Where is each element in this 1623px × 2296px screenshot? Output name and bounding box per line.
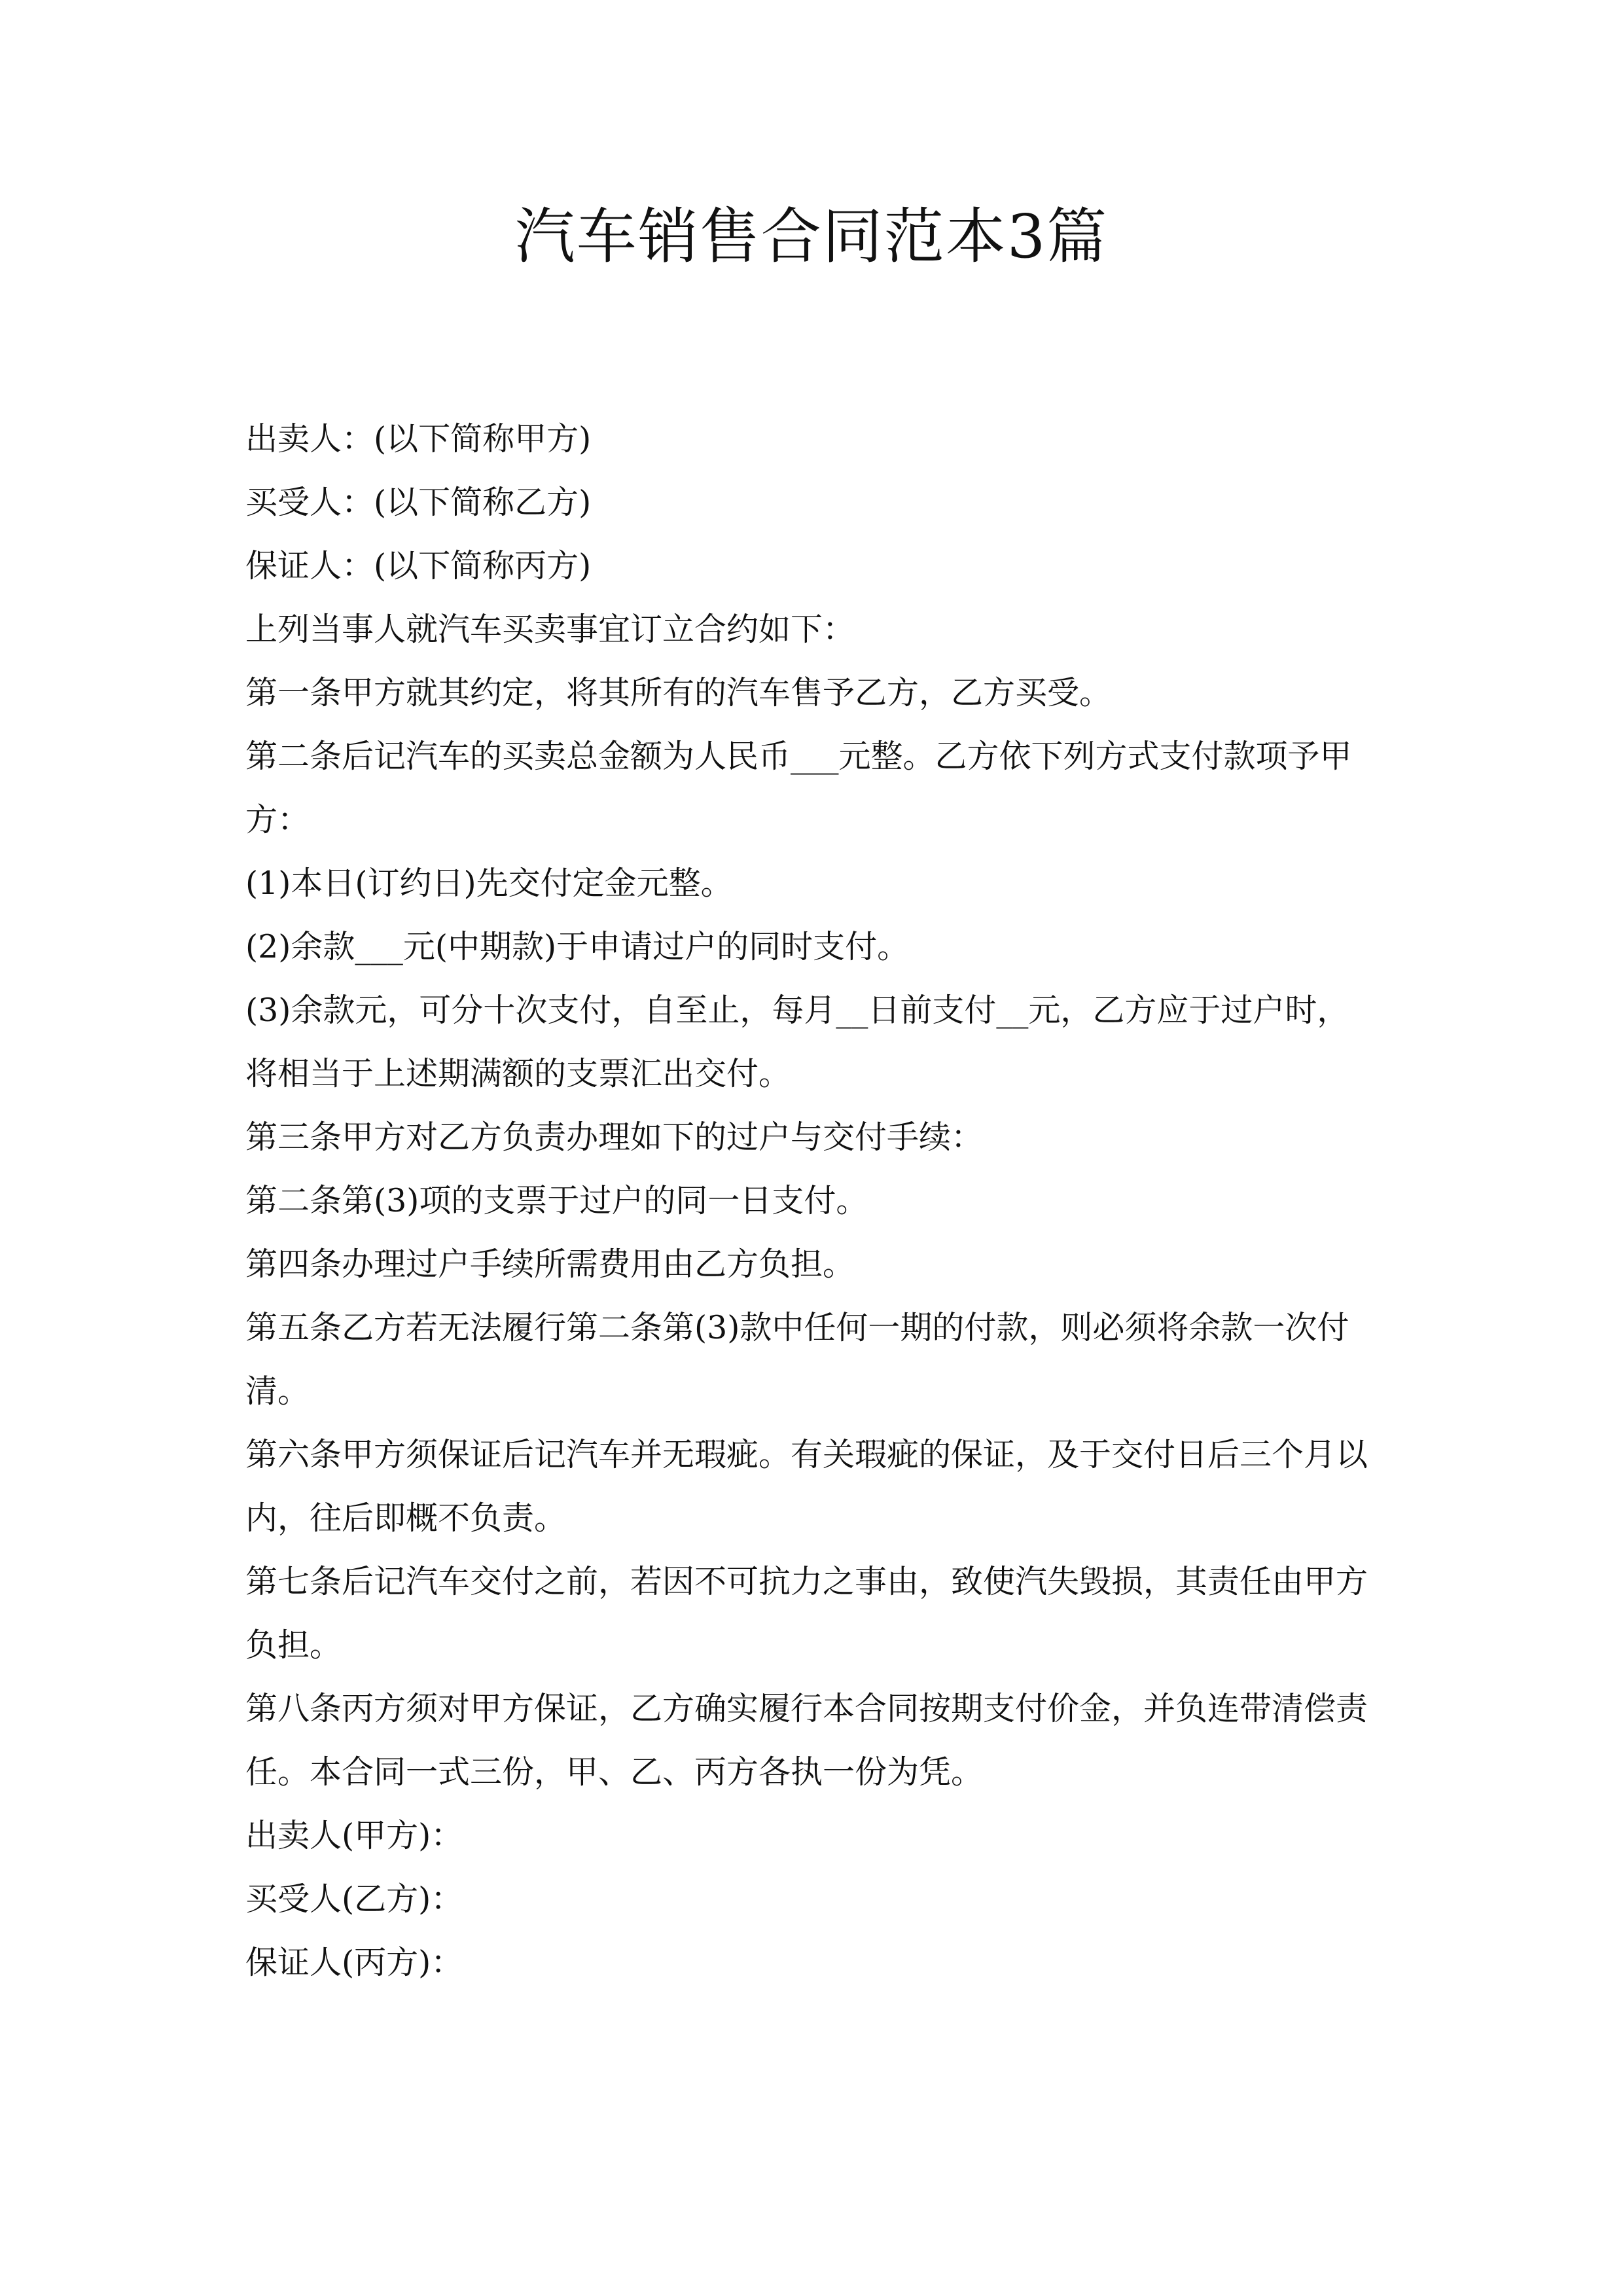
paragraph: [245, 598, 1397, 661]
text-line: 将相当于上述期满额的支票汇出交付。: [245, 1055, 791, 1092]
text-line: 买受人：(以下简称乙方): [245, 484, 592, 521]
text-line: 第六条甲方须保证后记汽车并无瑕疵。有关瑕疵的保证，及于交付日后三个月以: [245, 1436, 1368, 1473]
paragraph: [245, 1423, 1397, 1550]
text-line: 方：: [245, 801, 310, 838]
paragraph: [245, 1550, 1397, 1677]
paragraph: [245, 1296, 1397, 1423]
text-line: (1)本日(订约日)先交付定金元整。: [245, 865, 733, 902]
paragraph: [245, 978, 1397, 1105]
paragraph: [245, 407, 1397, 471]
text-line: 买受人(乙方)：: [245, 1880, 463, 1918]
text-line: 保证人(丙方)：: [245, 1944, 463, 1981]
text-line: 清。: [245, 1372, 310, 1410]
text-line: 第二条后记汽车的买卖总金额为人民币___元整。乙方依下列方式支付款项予甲: [245, 738, 1352, 775]
paragraph: [245, 1169, 1397, 1232]
text-line: 负担。: [245, 1626, 342, 1664]
paragraph: [245, 725, 1397, 852]
paragraph: [245, 471, 1397, 534]
text-line: 第五条乙方若无法履行第二条第(3)款中任何一期的付款，则必须将余款一次付: [245, 1309, 1349, 1346]
text-line: 上列当事人就汽车买卖事宜订立合约如下：: [245, 611, 855, 648]
text-line: 出卖人(甲方)：: [245, 1817, 463, 1854]
paragraph: [245, 852, 1397, 915]
paragraph: [245, 1232, 1397, 1296]
text-line: 出卖人：(以下简称甲方): [245, 420, 592, 457]
text-line: 内，往后即概不负责。: [245, 1499, 567, 1537]
text-line: (3)余款元，可分十次支付，自至止，每月__日前支付__元，乙方应于过户时，: [245, 992, 1349, 1029]
text-line: 任。本合同一式三份，甲、乙、丙方各执一份为凭。: [245, 1753, 984, 1791]
text-line: 第三条甲方对乙方负责办理如下的过户与交付手续：: [245, 1119, 984, 1156]
text-line: 第一条甲方就其约定，将其所有的汽车售予乙方，乙方买受。: [245, 674, 1112, 711]
text-line: (2)余款___元(中期款)于申请过户的同时支付。: [245, 928, 910, 965]
document-title: 汽车销售合同范本3篇: [514, 202, 1109, 272]
paragraph: [245, 1105, 1397, 1169]
paragraph: [245, 915, 1397, 978]
paragraph: [245, 661, 1397, 725]
text-line: 第四条办理过户手续所需费用由乙方负担。: [245, 1246, 855, 1283]
text-line: 第二条第(3)项的支票于过户的同一日支付。: [245, 1182, 868, 1219]
document-body: [245, 407, 1397, 1994]
paragraph: [245, 1804, 1397, 1867]
paragraph: [245, 1677, 1397, 1804]
paragraph: [245, 1931, 1397, 1994]
text-line: 保证人：(以下简称丙方): [245, 547, 592, 584]
paragraph: [245, 534, 1397, 598]
paragraph: [245, 1867, 1397, 1931]
text-line: 第八条丙方须对甲方保证，乙方确实履行本合同按期支付价金，并负连带清偿责: [245, 1690, 1368, 1727]
text-line: 第七条后记汽车交付之前，若因不可抗力之事由，致使汽失毁损，其责任由甲方: [245, 1563, 1368, 1600]
